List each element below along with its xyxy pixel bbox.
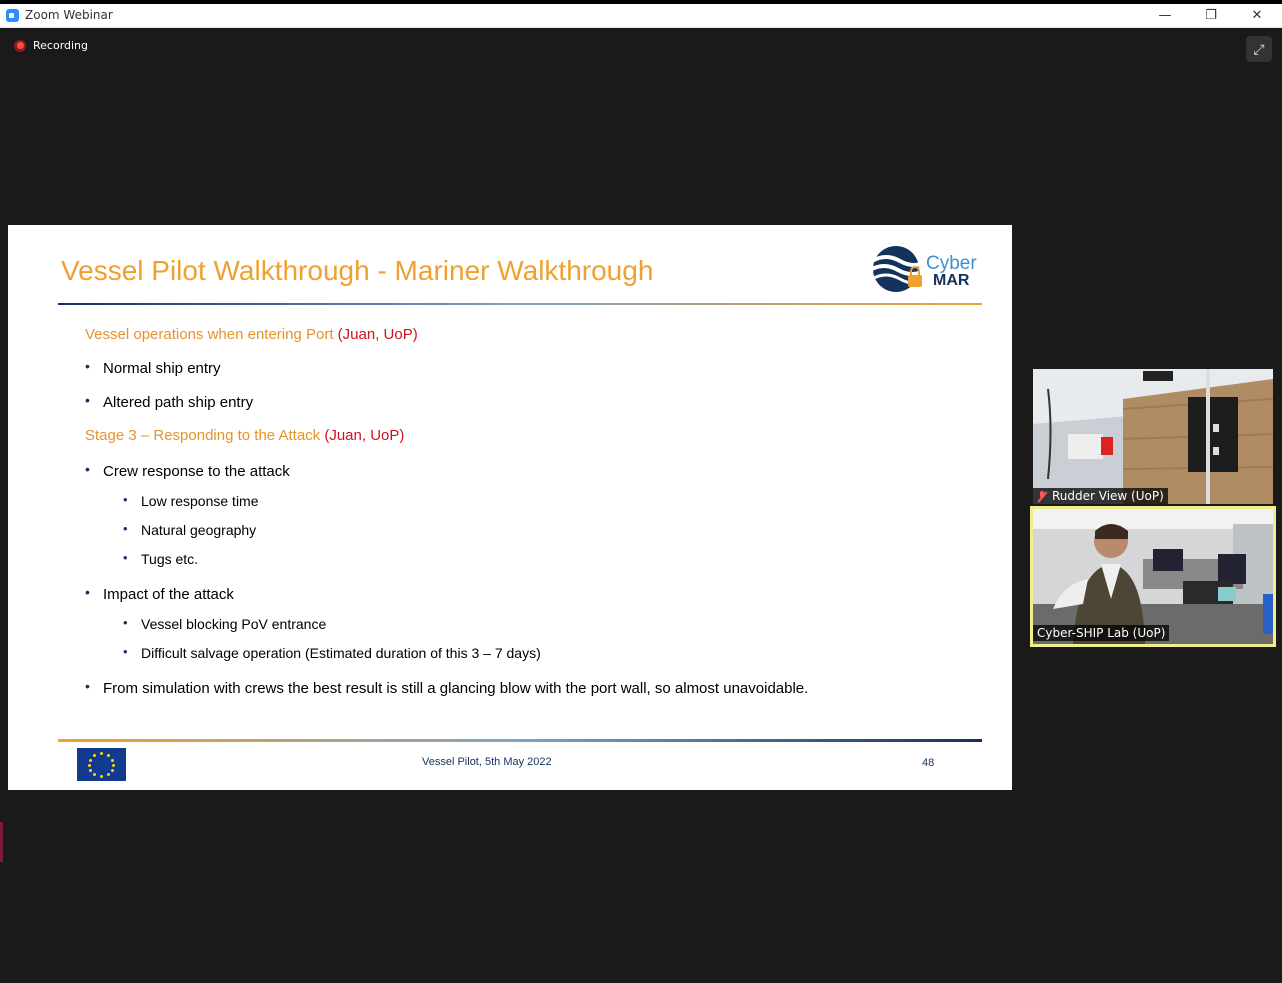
sub-bullet: • Low response time <box>123 493 259 509</box>
shared-slide <box>8 225 1012 790</box>
lab-video-feed <box>1033 509 1273 644</box>
sub-bullet: • Tugs etc. <box>123 551 198 567</box>
section-text: Vessel operations when entering Port <box>85 326 338 343</box>
cybermar-wave-icon <box>868 245 928 295</box>
recording-label: Recording <box>33 39 89 52</box>
title-divider <box>58 303 982 305</box>
slide-page-number: 48 <box>922 757 935 769</box>
bullet-simulation: • From simulation with crews the best result is still a glancing blow with the port wall, so almost unavoidable. <box>85 680 808 697</box>
section-heading-stage3 <box>85 427 404 444</box>
meeting-stage <box>2 28 1282 983</box>
logo-cyber-text: Cyber <box>926 253 977 274</box>
rudder-video-feed <box>1033 369 1273 504</box>
edge-accent <box>0 822 3 862</box>
participant-name: Cyber-SHIP Lab (UoP) <box>1037 626 1166 640</box>
zoom-app-icon <box>6 9 19 22</box>
bullet-impact: • Impact of the attack <box>85 586 234 603</box>
title-bar <box>0 4 1282 28</box>
section-author: (Juan, UoP) <box>324 427 405 444</box>
bullet-altered-entry: • Altered path ship entry <box>85 394 253 411</box>
video-tile-cyber-ship-lab[interactable] <box>1030 506 1276 647</box>
record-icon <box>14 40 26 52</box>
logo-mar-text: MAR <box>933 272 970 289</box>
eu-flag-icon <box>77 748 126 781</box>
video-label <box>1033 625 1169 641</box>
participant-name: Rudder View (UoP) <box>1052 489 1164 503</box>
cybermar-logo <box>868 243 983 295</box>
bullet-crew-response: • Crew response to the attack <box>85 463 290 480</box>
close-button[interactable]: ✕ <box>1251 8 1263 23</box>
sub-bullet: • Natural geography <box>123 522 256 538</box>
slide-title: Vessel Pilot Walkthrough - Mariner Walkthrough <box>61 255 654 286</box>
video-tile-rudder-view[interactable] <box>1033 369 1273 504</box>
mic-muted-icon <box>1037 491 1047 502</box>
sub-bullet: • Vessel blocking PoV entrance <box>123 616 326 632</box>
footer-divider <box>58 739 982 742</box>
section-author: (Juan, UoP) <box>337 326 418 343</box>
bullet-normal-entry: • Normal ship entry <box>85 360 221 377</box>
section-text: Stage 3 – Responding to the Attack <box>85 427 325 444</box>
video-label <box>1033 488 1168 504</box>
sub-bullet: • Difficult salvage operation (Estimated duration of this 3 – 7 days) <box>123 645 541 661</box>
fullscreen-icon[interactable]: ⤢ <box>1246 36 1272 62</box>
section-heading-port <box>85 326 418 343</box>
minimize-button[interactable]: — <box>1158 8 1172 23</box>
window-title: Zoom Webinar <box>25 8 113 22</box>
restore-button[interactable]: ❐ <box>1205 8 1217 23</box>
slide-footer: Vessel Pilot, 5th May 2022 <box>422 756 552 768</box>
recording-indicator[interactable] <box>14 39 88 52</box>
